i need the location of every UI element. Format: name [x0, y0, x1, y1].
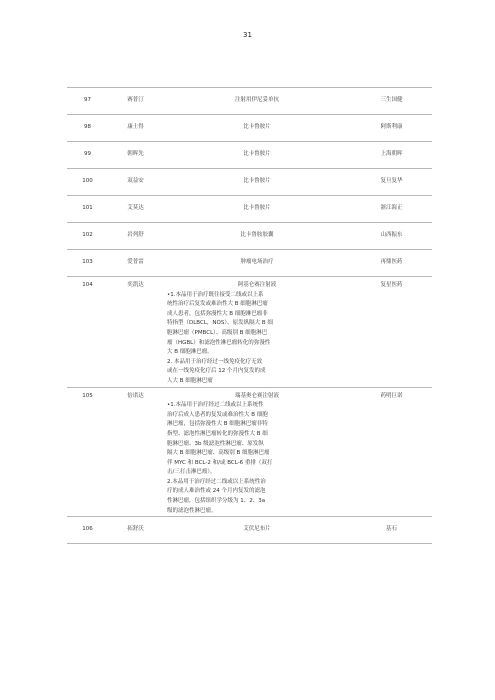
- table-row: [67, 277, 432, 388]
- product-cell: [163, 277, 351, 388]
- indication-text-line: 隔大 B 细胞淋巴瘤、高级别 B 细胞淋巴瘤: [167, 450, 270, 457]
- product-name: 比卡鲁胺胶囊: [163, 223, 351, 250]
- product-name: 艾伏尼布片: [163, 517, 351, 544]
- product-name: 阿基仑赛注射液: [237, 282, 277, 288]
- row-number: 100: [67, 169, 108, 196]
- brand-name: 双益安: [108, 169, 163, 196]
- row-number: 105: [67, 387, 108, 517]
- table-row: [67, 169, 432, 196]
- row-number: 103: [67, 250, 108, 277]
- indication-text-line: 击/三打击淋巴瘤）。: [167, 469, 216, 476]
- brand-name: 拓舒沃: [108, 517, 163, 544]
- drug-table: [67, 87, 432, 544]
- brand-name: 岩列舒: [108, 223, 163, 250]
- indication-text-line: 胞淋巴瘤、3b 级滤泡性淋巴瘤、原发纵: [167, 440, 264, 447]
- brand-name: 爱普雷: [108, 250, 163, 277]
- indication-text-line: 统性治疗后复发或难治性大 B 细胞淋巴瘤: [167, 301, 268, 308]
- indication-text-line: 人大 B 细胞淋巴瘤: [167, 377, 213, 384]
- company-name: 复星医药: [351, 277, 432, 388]
- indication-text-line: 淋巴瘤，包括弥漫性大 B 细胞淋巴瘤非特: [167, 421, 268, 428]
- product-name: 比卡鲁胺片: [163, 169, 351, 196]
- row-number: 106: [67, 517, 108, 544]
- table-row: [67, 196, 432, 223]
- brand-name: 朝晖先: [108, 142, 163, 169]
- indication-text-line: 特指型（DLBCL，NOS）、原发纵隔大 B 细: [167, 320, 273, 327]
- indication-text-line: 2.本品用于治疗经过二线或以上系统性治: [167, 478, 266, 485]
- company-name: 基石: [351, 517, 432, 544]
- table-row: [67, 250, 432, 277]
- indication-text-line: •1.本品用于治疗经过二线或以上系统性: [167, 402, 264, 409]
- brand-name: 倍诺达: [108, 387, 163, 517]
- indication-text-line: 胞淋巴瘤（PMBCL）、高级别 B 细胞淋巴: [167, 329, 268, 336]
- product-name: 比卡鲁胺片: [163, 142, 351, 169]
- indication-text-line: 成人患者，包括弥漫性大 B 细胞淋巴瘤非: [167, 310, 268, 317]
- company-name: 三生国健: [351, 88, 432, 115]
- product-cell: [163, 387, 351, 517]
- indication-text-line: 或在一线免疫化疗后 12 个月内复发的成: [167, 368, 266, 375]
- product-name: 比卡鲁胺片: [163, 196, 351, 223]
- company-name: 浙江海正: [351, 196, 432, 223]
- indication-text-line: 大 B 细胞淋巴瘤。: [167, 349, 213, 356]
- table-row: [67, 223, 432, 250]
- table-row: [67, 517, 432, 544]
- table-row: [67, 88, 432, 115]
- row-number: 101: [67, 196, 108, 223]
- indication-text-line: 治疗后成人患者的复发或难治性大 B 细胞: [167, 411, 268, 418]
- row-number: 98: [67, 115, 108, 142]
- indication-text-line: 级的滤泡性淋巴瘤。: [167, 507, 217, 514]
- brand-name: 艾莫达: [108, 196, 163, 223]
- table-row: [67, 142, 432, 169]
- product-name: 注射用伊尼妥单抗: [163, 88, 351, 115]
- row-number: 97: [67, 88, 108, 115]
- product-name: 比卡鲁胺片: [163, 115, 351, 142]
- brand-name: 奕凯达: [108, 277, 163, 388]
- company-name: 山西振东: [351, 223, 432, 250]
- row-number: 104: [67, 277, 108, 388]
- company-name: 药明巨诺: [351, 387, 432, 517]
- page-number: 31: [243, 31, 252, 39]
- indication-text-line: 疗的成人难治性或 24 个月内复发的滤泡: [167, 488, 266, 495]
- table-row: [67, 115, 432, 142]
- product-name: 瑞基奥仑赛注射液: [234, 392, 279, 399]
- brand-name: 康士得: [108, 115, 163, 142]
- table-row: [67, 387, 432, 517]
- indication-text-line: 2. 本品用于治疗经过一线免疫化疗无效: [167, 358, 262, 365]
- company-name: 上海朝晖: [351, 142, 432, 169]
- company-name: 复旦复华: [351, 169, 432, 196]
- row-number: 102: [67, 223, 108, 250]
- indication-text-line: •1.本品用于治疗既往接受二线或以上系: [167, 291, 264, 298]
- indication-text-line: 指型、滤泡性淋巴瘤转化的弥漫性大 B 细: [167, 430, 268, 437]
- indication-text-line: 性淋巴瘤，包括组织学分级为 1、2、3a: [167, 498, 266, 505]
- brand-name: 赛普汀: [108, 88, 163, 115]
- indication-text-line: 瘤（HGBL）和滤泡性淋巴瘤转化的弥漫性: [167, 339, 271, 346]
- company-name: 阿斯利康: [351, 115, 432, 142]
- row-number: 99: [67, 142, 108, 169]
- indication-text-line: 伴 MYC 和 BCL-2 和/或 BCL-6 重排（双打: [167, 459, 273, 466]
- product-name: 肿瘤电场治疗: [163, 250, 351, 277]
- company-name: 再鼎医药: [351, 250, 432, 277]
